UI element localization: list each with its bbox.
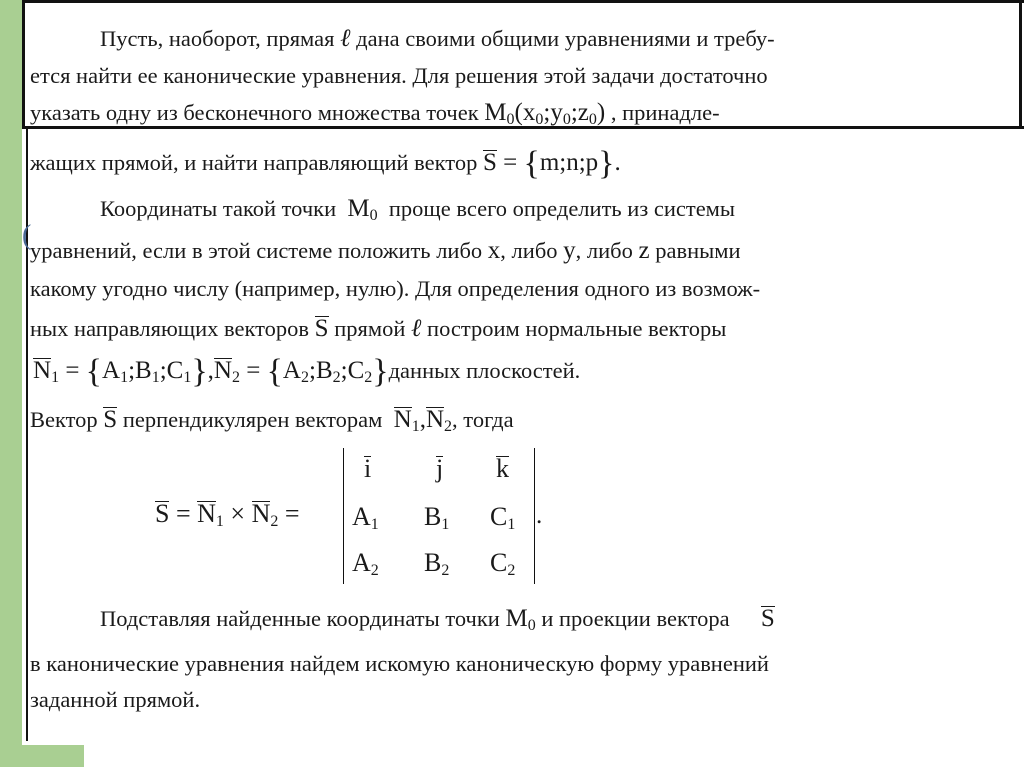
text-line-6: уравнений, если в этой системе положить либо x, либо y, либо z равными	[30, 237, 741, 264]
normal-vectors: $N_1$ = $\{A_1;B_1;C_1\},N_2$ = $\{A_2;B_2;C_2\}$	[33, 353, 389, 390]
line-3-start: указать одну из бесконечного множества точек	[30, 100, 479, 125]
formula-period: .	[536, 502, 543, 529]
text-line-13: в канонические уравнения найдем искомую каноническую форму уравнений	[30, 651, 769, 676]
line-1-end: дана своими общими уравнениями и требу-	[356, 26, 775, 51]
frame-left	[22, 0, 25, 129]
determinant: i j k $A_1$ $B_1$ $C_1$ $A_2$ $B_2$ $C_2$	[343, 448, 535, 584]
line-3-end: , принадле-	[610, 100, 720, 125]
cross-product-lhs: $S = N_1 \times N_2$ =	[155, 499, 300, 530]
text-line-8: ных направляющих векторов S прямой ℓ построим нормальные векторы	[30, 315, 727, 342]
text-line-7: какому угодно числу (например, нулю). Для определения одного из возмож-	[30, 276, 761, 301]
text-line-3	[30, 100, 720, 133]
point-m0: $M_0(x_0;y_0;z_0)$	[484, 99, 606, 128]
text-line-1	[100, 26, 775, 52]
text-line-14: заданной прямой.	[30, 687, 201, 712]
text-line-12: Подставляя найденные координаты точки $M_0$ и проекции вектора S	[100, 605, 775, 634]
text-line-2: ется найти ее канонические уравнения. Для решения этой задачи достаточно	[30, 63, 768, 88]
green-bottom-bar	[0, 745, 84, 767]
text-line-4	[30, 145, 621, 182]
green-side-bar	[0, 0, 22, 767]
text-line-9: $N_1$ = $\{A_1;B_1;C_1\},N_2$ = $\{A_2;B_2;C_2\}данных$ плоскостей.	[33, 353, 581, 390]
line-symbol: ℓ	[340, 25, 351, 52]
frame-top	[22, 0, 1024, 3]
line-4-start: жащих прямой, и найти направляющий вектор	[30, 150, 478, 175]
partial-glyph: (	[22, 220, 32, 251]
text-line-10: Вектор S перпендикулярен векторам $N_1,N_2$, тогда	[30, 406, 514, 435]
line-1-start: Пусть, наоборот, прямая	[100, 26, 335, 51]
direction-vector-s: S = {m;n;p}.	[482, 145, 621, 182]
point-m0-ref: $M_0$	[347, 195, 378, 224]
text-line-5: Координаты такой точки $M_0$ проще всего определить из системы	[100, 195, 736, 224]
frame-right	[1019, 0, 1022, 129]
